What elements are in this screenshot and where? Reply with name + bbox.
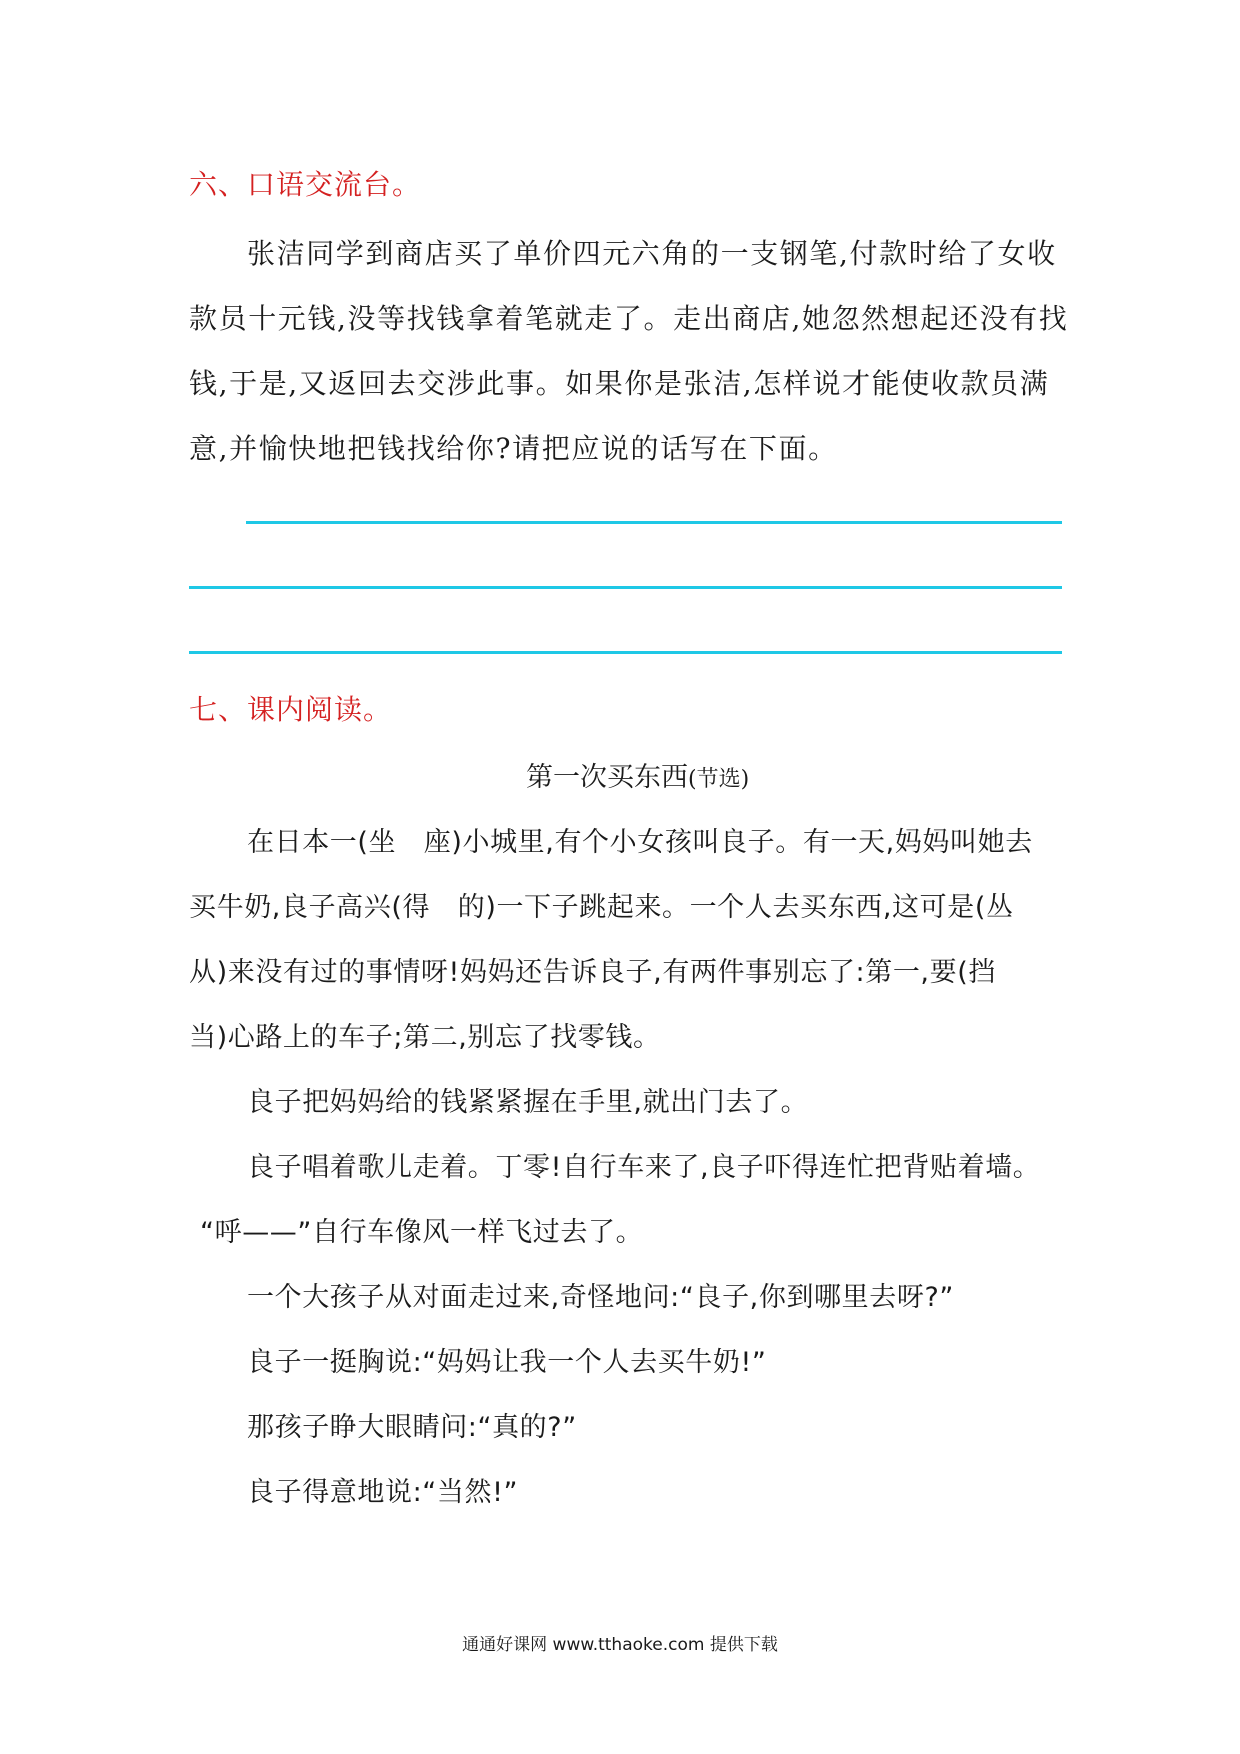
section-6-title: 六、口语交流台。 xyxy=(189,168,422,201)
story-line: 良子得意地说:“当然!” xyxy=(247,1477,519,1508)
answer-writing-line[interactable] xyxy=(189,586,1062,589)
section-7-title: 七、课内阅读。 xyxy=(189,693,393,726)
section-6-paragraph-line: 钱,于是,又返回去交涉此事。如果你是张洁,怎样说才能使收款员满 xyxy=(189,367,1050,400)
story-title-text: 第一次买东西 xyxy=(526,762,688,793)
story-line: 良子唱着歌儿走着。丁零!自行车来了,良子吓得连忙把背贴着墙。 xyxy=(247,1152,1041,1183)
answer-writing-line[interactable] xyxy=(246,521,1062,524)
story-line: 在日本一(坐 座)小城里,有个小女孩叫良子。有一天,妈妈叫她去 xyxy=(247,827,1033,858)
story-line: 一个大孩子从对面走过来,奇怪地问:“良子,你到哪里去呀?” xyxy=(247,1282,954,1313)
section-6-paragraph-line: 意,并愉快地把钱找给你?请把应说的话写在下面。 xyxy=(189,432,838,465)
story-line: “呼——”自行车像风一样飞过去了。 xyxy=(200,1217,644,1248)
story-line: 买牛奶,良子高兴(得 的)一下子跳起来。一个人去买东西,这可是(丛 xyxy=(189,892,1014,923)
story-line: 从)来没有过的事情呀!妈妈还告诉良子,有两件事别忘了:第一,要(挡 xyxy=(189,957,996,988)
story-line: 当)心路上的车子;第二,别忘了找零钱。 xyxy=(189,1022,661,1053)
story-line: 良子一挺胸说:“妈妈让我一个人去买牛奶!” xyxy=(247,1347,767,1378)
story-line: 良子把妈妈给的钱紧紧握在手里,就出门去了。 xyxy=(247,1087,809,1118)
section-6-paragraph-line: 张洁同学到商店买了单价四元六角的一支钢笔,付款时给了女收 xyxy=(247,237,1057,270)
answer-writing-line[interactable] xyxy=(189,651,1062,654)
story-title-subtitle: (节选) xyxy=(688,767,750,792)
story-line: 那孩子睁大眼睛问:“真的?” xyxy=(247,1412,577,1443)
story-title xyxy=(526,755,749,794)
section-6-paragraph-line: 款员十元钱,没等找钱拿着笔就走了。走出商店,她忽然想起还没有找 xyxy=(189,302,1069,335)
footer-credit: 通通好课网 www.tthaoke.com 提供下载 xyxy=(462,1635,778,1655)
